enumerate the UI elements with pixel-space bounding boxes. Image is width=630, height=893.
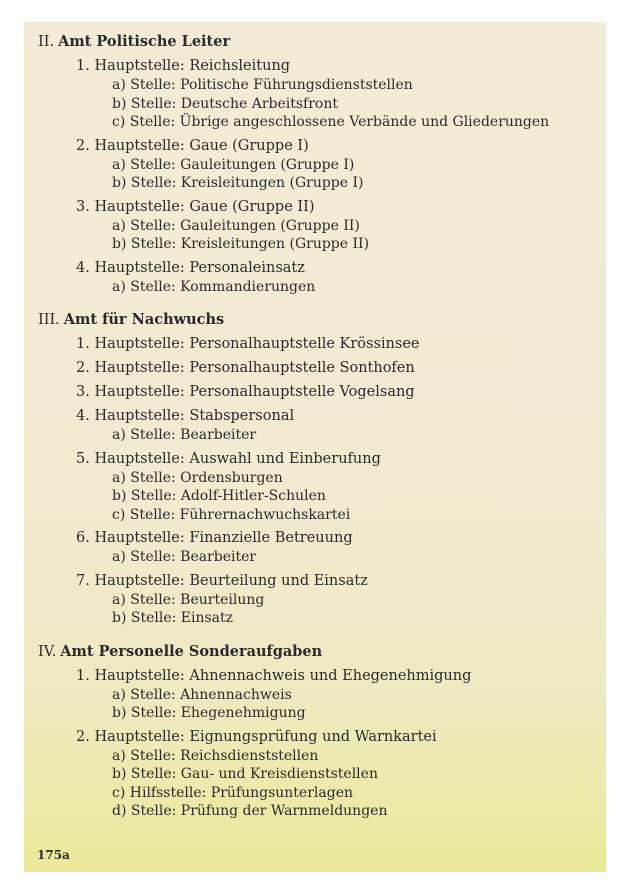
stelle-line: a) Stelle: Gauleitungen (Gruppe I) bbox=[112, 156, 355, 173]
page-number: 175a bbox=[37, 848, 70, 862]
stelle-line: c) Hilfsstelle: Prüfungsunterlagen bbox=[112, 784, 354, 801]
document-page bbox=[24, 22, 606, 872]
amt-title: Amt Politische Leiter bbox=[58, 33, 231, 50]
amt-number: II. bbox=[38, 34, 55, 50]
stelle-line: a) Stelle: Ordensburgen bbox=[112, 469, 283, 486]
org-chart-text bbox=[38, 32, 598, 821]
hauptstelle-line: 2. Hauptstelle: Personalhauptstelle Sonthofen bbox=[76, 360, 415, 376]
hauptstelle-line: 4. Hauptstelle: Personaleinsatz bbox=[76, 259, 305, 276]
hauptstelle-line: 3. Hauptstelle: Personalhauptstelle Vogelsang bbox=[76, 384, 415, 400]
hauptstelle-line: 1. Hauptstelle: Reichsleitung bbox=[76, 58, 291, 74]
stelle-line: a) Stelle: Gauleitungen (Gruppe II) bbox=[112, 217, 360, 234]
stelle-line: a) Stelle: Beurteilung bbox=[112, 591, 265, 608]
stelle-line: a) Stelle: Kommandierungen bbox=[112, 278, 316, 295]
hauptstelle-line: 4. Hauptstelle: Stabspersonal bbox=[76, 408, 295, 424]
stelle-line: d) Stelle: Prüfung der Warnmeldungen bbox=[112, 803, 388, 819]
hauptstelle-line: 1. Hauptstelle: Personalhauptstelle Krössinsee bbox=[76, 336, 420, 352]
amt-title: Amt für Nachwuchs bbox=[63, 311, 225, 328]
hauptstelle-line: 6. Hauptstelle: Finanzielle Betreuung bbox=[76, 530, 353, 546]
hauptstelle-line: 2. Hauptstelle: Eignungsprüfung und Warnkartei bbox=[76, 728, 437, 745]
stelle-line: b) Stelle: Gau- und Kreisdienststellen bbox=[112, 766, 378, 782]
stelle-line: c) Stelle: Führernachwuchskartei bbox=[112, 506, 351, 523]
hauptstelle-line: 3. Hauptstelle: Gaue (Gruppe II) bbox=[76, 198, 315, 215]
stelle-line: a) Stelle: Ahnennachweis bbox=[112, 686, 292, 703]
stelle-line: c) Stelle: Übrige angeschlossene Verbände und Gliederungen bbox=[112, 114, 550, 130]
hauptstelle-line: 7. Hauptstelle: Beurteilung und Einsatz bbox=[76, 572, 368, 589]
stelle-line: b) Stelle: Einsatz bbox=[112, 610, 234, 626]
stelle-line: a) Stelle: Bearbeiter bbox=[112, 427, 257, 443]
stelle-line: a) Stelle: Politische Führungsdienststellen bbox=[112, 77, 413, 93]
amt-heading-iii bbox=[38, 310, 598, 330]
stelle-line: b) Stelle: Adolf-Hitler-Schulen bbox=[112, 488, 326, 504]
hauptstelle-line: 2. Hauptstelle: Gaue (Gruppe I) bbox=[76, 137, 309, 154]
stelle-line: b) Stelle: Ehegenehmigung bbox=[112, 705, 306, 721]
stelle-line: a) Stelle: Bearbeiter bbox=[112, 549, 257, 565]
amt-number: III. bbox=[38, 312, 60, 328]
hauptstelle-line: 5. Hauptstelle: Auswahl und Einberufung bbox=[76, 450, 381, 467]
stelle-line: b) Stelle: Kreisleitungen (Gruppe II) bbox=[112, 236, 370, 252]
amt-heading-iv bbox=[38, 642, 598, 662]
stelle-line: b) Stelle: Kreisleitungen (Gruppe I) bbox=[112, 175, 364, 191]
stelle-line: b) Stelle: Deutsche Arbeitsfront bbox=[112, 95, 338, 112]
stelle-line: a) Stelle: Reichsdienststellen bbox=[112, 747, 319, 764]
amt-number: IV. bbox=[38, 643, 57, 660]
amt-title: Amt Personelle Sonderaufgaben bbox=[60, 642, 323, 660]
hauptstelle-line: 1. Hauptstelle: Ahnennachweis und Ehegenehmigung bbox=[76, 667, 472, 684]
amt-heading-ii bbox=[38, 32, 598, 52]
